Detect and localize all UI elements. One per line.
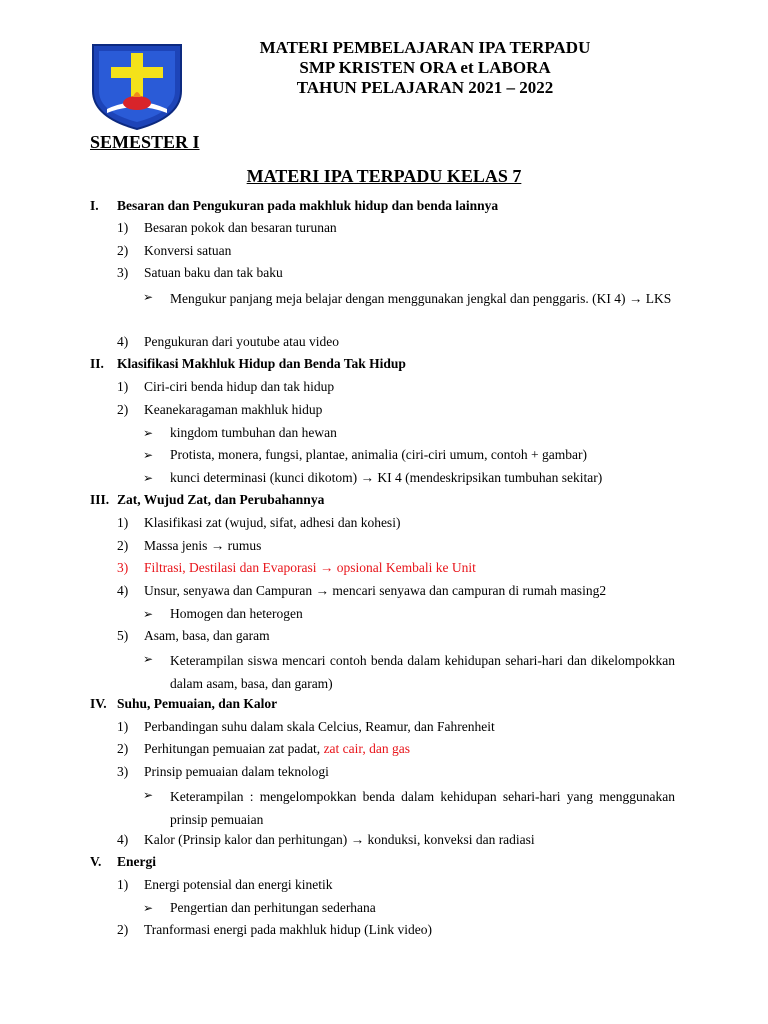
section-number: IV. (90, 696, 107, 711)
bullet-text: Pengertian dan perhitungan sederhana (170, 900, 376, 915)
bullet-text: kingdom tumbuhan dan hewan (170, 425, 337, 440)
arrow-bullet-icon: ➢ (143, 426, 154, 440)
header-line-3: TAHUN PELAJARAN 2021 – 2022 (296, 78, 554, 97)
bullet-text: Protista, monera, fungsi, plantae, animalia (ciri-ciri umum, contoh + gambar) (170, 447, 587, 462)
school-logo (89, 39, 185, 131)
section-number: I. (90, 198, 99, 213)
section-number: III. (90, 492, 110, 507)
bullet-text: Keterampilan siswa mencari contoh benda dalam kehidupan sehari-hari dan dikelompokkan dalam asam, basa, dan garam) (170, 653, 675, 691)
item-text: Unsur, senyawa dan Campuran → mencari senyawa dan campuran di rumah masing2 (144, 583, 607, 598)
item-text: Satuan baku dan tak baku (144, 265, 283, 280)
arrow-bullet-icon: ➢ (143, 607, 154, 621)
arrow-bullet-icon: ➢ (143, 901, 154, 915)
arrow-bullet-icon: ➢ (143, 652, 154, 666)
semester-heading: SEMESTER I (90, 132, 200, 152)
item-number: 4) (117, 334, 129, 349)
item-text-highlight: zat cair, dan gas (320, 741, 410, 756)
item-text: Kalor (Prinsip kalor dan perhitungan) → konduksi, konveksi dan radiasi (144, 832, 535, 847)
item-number: 2) (117, 538, 129, 553)
bullet-text: Homogen dan heterogen (170, 606, 303, 621)
page-title: MATERI IPA TERPADU KELAS 7 (246, 166, 522, 186)
item-number: 1) (117, 379, 129, 394)
item-text: Keanekaragaman makhluk hidup (144, 402, 323, 417)
item-number: 1) (117, 220, 129, 235)
section-title: Energi (117, 854, 156, 869)
item-number: 5) (117, 628, 129, 643)
arrow-bullet-icon: ➢ (143, 471, 154, 485)
item-text: Ciri-ciri benda hidup dan tak hidup (144, 379, 335, 394)
item-text: Massa jenis → rumus (144, 538, 262, 553)
item-number: 4) (117, 583, 129, 598)
item-number: 4) (117, 832, 129, 847)
bullet-text: Mengukur panjang meja belajar dengan menggunakan jengkal dan penggaris. (KI 4) → LKS (170, 291, 672, 306)
item-number: 2) (117, 243, 129, 258)
item-text: Perbandingan suhu dalam skala Celcius, Reamur, dan Fahrenheit (144, 719, 495, 734)
bullet-text: kunci determinasi (kunci dikotom) → KI 4 (mendeskripsikan tumbuhan sekitar) (170, 470, 603, 485)
section-title: Suhu, Pemuaian, dan Kalor (117, 696, 278, 711)
header-line-1: MATERI PEMBELAJARAN IPA TERPADU (259, 38, 591, 57)
item-text: Energi potensial dan energi kinetik (144, 877, 333, 892)
item-text: Pengukuran dari youtube atau video (144, 334, 339, 349)
item-text: Asam, basa, dan garam (144, 628, 270, 643)
item-number: 1) (117, 719, 129, 734)
item-text: Klasifikasi zat (wujud, sifat, adhesi dan kohesi) (144, 515, 401, 530)
item-number: 2) (117, 741, 129, 756)
arrow-bullet-icon: ➢ (143, 788, 154, 802)
item-text: Perhitungan pemuaian zat padat, (144, 741, 321, 756)
arrow-bullet-icon: ➢ (143, 448, 154, 462)
item-number: 2) (117, 402, 129, 417)
document-header (200, 38, 650, 98)
item-number: 3) (117, 764, 129, 779)
section-number: V. (90, 854, 102, 869)
item-number: 1) (117, 877, 129, 892)
section-number: II. (90, 356, 104, 371)
item-text: Filtrasi, Destilasi dan Evaporasi → opsional Kembali ke Unit (144, 560, 476, 575)
item-text: Besaran pokok dan besaran turunan (144, 220, 337, 235)
item-text: Tranformasi energi pada makhluk hidup (Link video) (144, 922, 432, 937)
section-title: Klasifikasi Makhluk Hidup dan Benda Tak Hidup (117, 356, 406, 371)
item-text: Prinsip pemuaian dalam teknologi (144, 764, 329, 779)
header-line-2: SMP KRISTEN ORA et LABORA (299, 58, 551, 77)
item-number: 3) (117, 560, 129, 575)
item-number: 2) (117, 922, 129, 937)
item-number: 1) (117, 515, 129, 530)
item-text: Konversi satuan (144, 243, 232, 258)
section-title: Besaran dan Pengukuran pada makhluk hidup dan benda lainnya (117, 198, 499, 213)
item-number: 3) (117, 265, 129, 280)
arrow-bullet-icon: ➢ (143, 290, 154, 304)
section-title: Zat, Wujud Zat, dan Perubahannya (117, 492, 325, 507)
bullet-text: Keterampilan : mengelompokkan benda dalam kehidupan sehari-hari yang menggunakan prinsip pemuaian (170, 789, 675, 827)
